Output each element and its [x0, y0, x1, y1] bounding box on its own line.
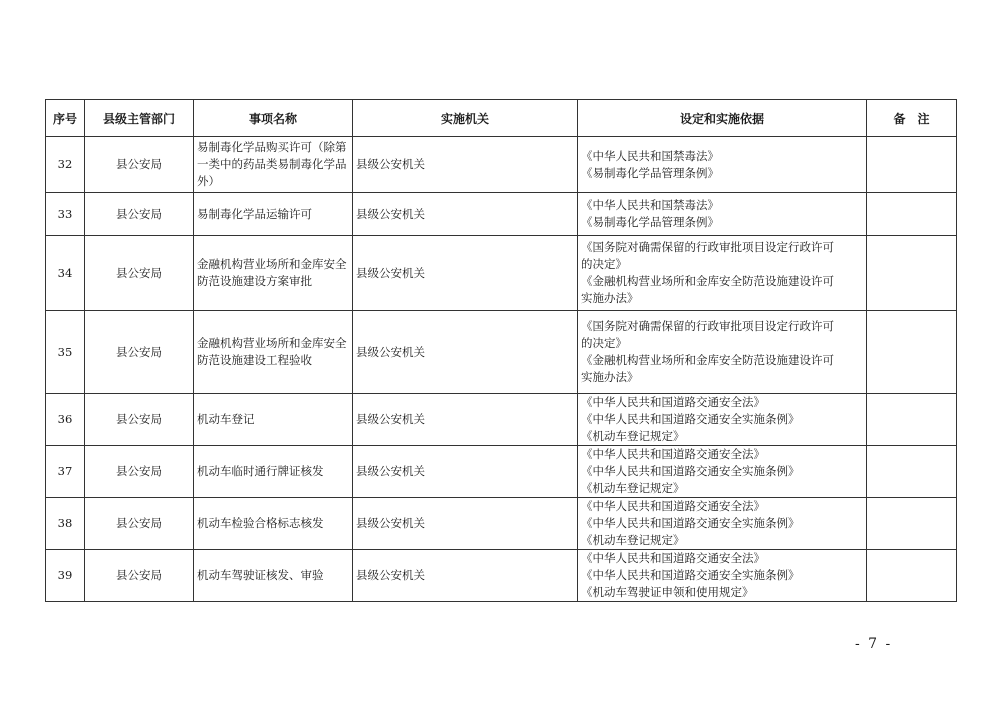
row-number: 32	[46, 137, 85, 193]
row-dept: 县公安局	[85, 193, 194, 236]
row-org: 县级公安机关	[353, 311, 578, 394]
row-remark	[867, 137, 957, 193]
row-org: 县级公安机关	[353, 137, 578, 193]
row-remark	[867, 193, 957, 236]
header-org: 实施机关	[353, 100, 578, 137]
row-basis	[578, 550, 867, 602]
row-basis	[578, 193, 867, 236]
row-basis	[578, 311, 867, 394]
row-org: 县级公安机关	[353, 550, 578, 602]
table-row	[46, 193, 957, 236]
header-name: 事项名称	[194, 100, 353, 137]
row-remark	[867, 236, 957, 311]
basis-line: 《中华人民共和国道路交通安全法》	[581, 395, 765, 409]
table-body	[46, 137, 957, 602]
row-org: 县级公安机关	[353, 394, 578, 446]
row-item-name: 金融机构营业场所和金库安全防范设施建设工程验收	[194, 311, 353, 394]
row-number: 33	[46, 193, 85, 236]
header-no: 序号	[46, 100, 85, 137]
basis-line: 《机动车登记规定》	[581, 429, 685, 443]
basis-line: 《国务院对确需保留的行政审批项目设定行政许可	[581, 240, 834, 254]
row-dept: 县公安局	[85, 498, 194, 550]
basis-line: 《易制毒化学品管理条例》	[581, 215, 719, 229]
basis-line: 实施办法》	[581, 370, 639, 384]
row-dept: 县公安局	[85, 394, 194, 446]
basis-line: 的决定》	[581, 336, 627, 350]
row-basis	[578, 137, 867, 193]
row-basis	[578, 446, 867, 498]
basis-line: 《机动车驾驶证申领和使用规定》	[581, 585, 754, 599]
table-row	[46, 446, 957, 498]
basis-line: 《中华人民共和国道路交通安全法》	[581, 551, 765, 565]
row-remark	[867, 446, 957, 498]
header-remark: 备 注	[867, 100, 957, 137]
row-basis	[578, 236, 867, 311]
basis-line: 《金融机构营业场所和金库安全防范设施建设许可	[581, 353, 834, 367]
row-number: 34	[46, 236, 85, 311]
row-dept: 县公安局	[85, 236, 194, 311]
row-number: 36	[46, 394, 85, 446]
row-dept: 县公安局	[85, 137, 194, 193]
row-org: 县级公安机关	[353, 193, 578, 236]
table-row	[46, 394, 957, 446]
basis-line: 的决定》	[581, 257, 627, 271]
table-row	[46, 498, 957, 550]
basis-line: 《中华人民共和国道路交通安全实施条例》	[581, 464, 800, 478]
basis-line: 《中华人民共和国道路交通安全法》	[581, 447, 765, 461]
basis-line: 《中华人民共和国道路交通安全法》	[581, 499, 765, 513]
row-item-name: 易制毒化学品运输许可	[194, 193, 353, 236]
row-org: 县级公安机关	[353, 236, 578, 311]
table-header-row	[46, 100, 957, 137]
row-dept: 县公安局	[85, 446, 194, 498]
header-basis: 设定和实施依据	[578, 100, 867, 137]
table-row	[46, 550, 957, 602]
basis-line: 《机动车登记规定》	[581, 533, 685, 547]
basis-line: 《中华人民共和国道路交通安全实施条例》	[581, 516, 800, 530]
row-item-name: 机动车临时通行牌证核发	[194, 446, 353, 498]
row-remark	[867, 311, 957, 394]
row-item-name: 机动车检验合格标志核发	[194, 498, 353, 550]
basis-line: 《中华人民共和国道路交通安全实施条例》	[581, 412, 800, 426]
row-dept: 县公安局	[85, 311, 194, 394]
row-org: 县级公安机关	[353, 498, 578, 550]
row-number: 35	[46, 311, 85, 394]
row-item-name: 机动车驾驶证核发、审验	[194, 550, 353, 602]
row-number: 39	[46, 550, 85, 602]
row-basis	[578, 394, 867, 446]
page-number: - 7 -	[855, 636, 893, 652]
basis-line: 《易制毒化学品管理条例》	[581, 165, 719, 180]
row-item-name: 机动车登记	[194, 394, 353, 446]
row-number: 38	[46, 498, 85, 550]
basis-line: 《机动车登记规定》	[581, 481, 685, 495]
row-basis	[578, 498, 867, 550]
row-org: 县级公安机关	[353, 446, 578, 498]
basis-line: 《中华人民共和国禁毒法》	[581, 148, 719, 163]
basis-line: 《国务院对确需保留的行政审批项目设定行政许可	[581, 319, 834, 333]
table-row	[46, 236, 957, 311]
row-remark	[867, 394, 957, 446]
permit-items-table	[45, 99, 957, 602]
basis-line: 《中华人民共和国道路交通安全实施条例》	[581, 568, 800, 582]
table-row	[46, 311, 957, 394]
basis-line: 实施办法》	[581, 291, 639, 305]
header-dept: 县级主管部门	[85, 100, 194, 137]
table-row	[46, 137, 957, 193]
basis-line: 《金融机构营业场所和金库安全防范设施建设许可	[581, 274, 834, 288]
basis-line: 《中华人民共和国禁毒法》	[581, 198, 719, 212]
row-item-name: 金融机构营业场所和金库安全防范设施建设方案审批	[194, 236, 353, 311]
row-remark	[867, 498, 957, 550]
row-item-name: 易制毒化学品购买许可（除第一类中的药品类易制毒化学品外）	[194, 137, 353, 193]
row-remark	[867, 550, 957, 602]
row-dept: 县公安局	[85, 550, 194, 602]
row-number: 37	[46, 446, 85, 498]
